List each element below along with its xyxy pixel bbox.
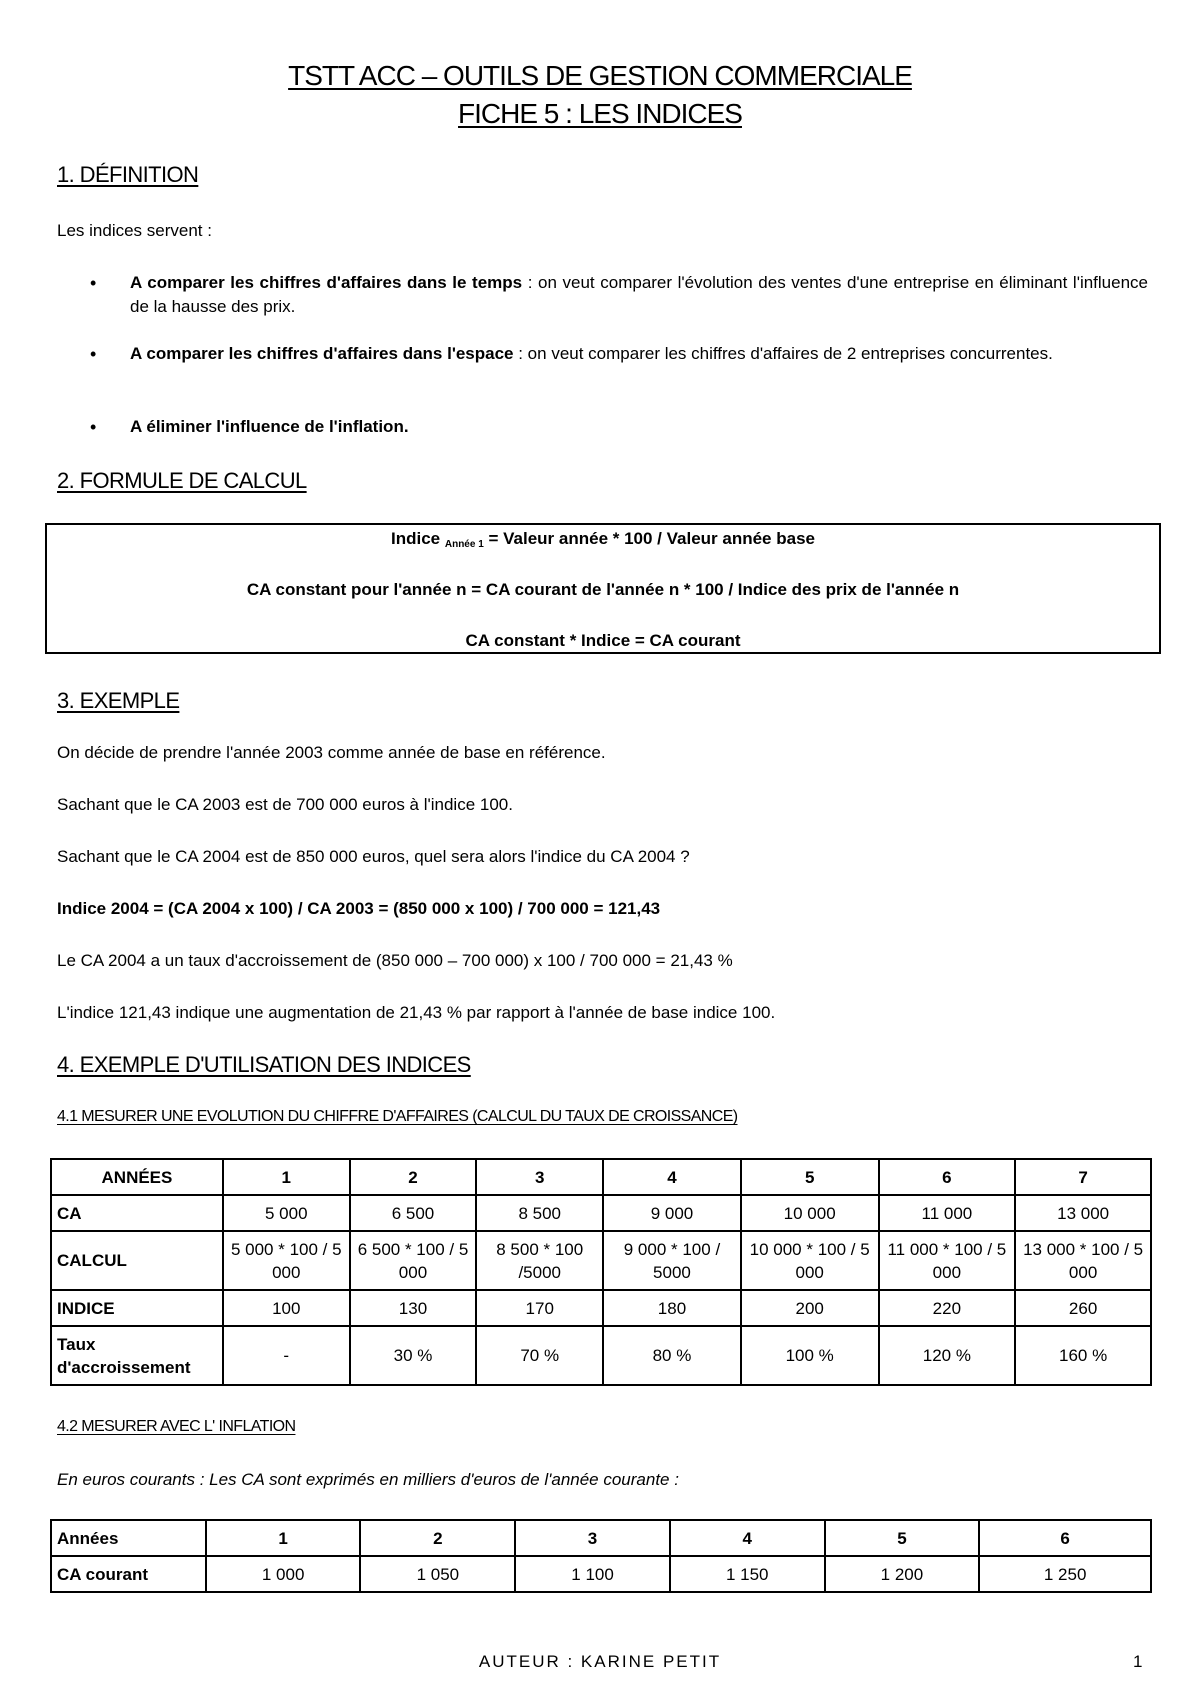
bullet-item-3-bold: A éliminer l'influence de l'inflation. [130,417,409,436]
example-line-6: L'indice 121,43 indique une augmentation de 21,43 % par rapport à l'année de base indice 100. [57,1003,776,1022]
table-cell: 5 000 [223,1195,350,1231]
table-row [51,1231,1151,1290]
example-line-3: Sachant que le CA 2004 est de 850 000 euros, quel sera alors l'indice du CA 2004 ? [57,847,690,866]
table-cell: 9 000 * 100 / 5000 [603,1231,741,1290]
formula-index-label: Indice [391,529,441,548]
bullet-dot: • [90,344,97,364]
table-header-cell: 3 [515,1520,670,1556]
inflation-note: En euros courants : Les CA sont exprimés en milliers d'euros de l'année courante : [57,1470,679,1489]
example-line-1: On décide de prendre l'année 2003 comme année de base en référence. [57,743,606,762]
table-cell: 11 000 [879,1195,1016,1231]
table-cell: 10 000 [741,1195,879,1231]
example-line-2: Sachant que le CA 2003 est de 700 000 euros à l'indice 100. [57,795,513,814]
table-header-cell: 3 [476,1159,603,1195]
table-cell: 6 500 [350,1195,477,1231]
table-cell: 200 [741,1290,879,1326]
table-cell: 5 000 * 100 / 5 000 [223,1231,350,1290]
bullet-dot: • [90,417,97,437]
formula-box [45,523,1161,654]
table-row [51,1290,1151,1326]
table-row [51,1195,1151,1231]
footer-author: AUTEUR : KARINE PETIT [478,1652,722,1671]
bullet-item-1-bold: A comparer les chiffres d'affaires dans le temps [130,273,523,292]
formula-ca-constant: CA constant pour l'année n = CA courant de l'année n * 100 / Indice des prix de l'année n [246,580,960,599]
table-cell: 1 050 [360,1556,515,1592]
table-cell: 170 [476,1290,603,1326]
formula-index [47,529,1159,550]
table-cell: 1 150 [670,1556,825,1592]
table-header-cell: 2 [350,1159,477,1195]
table-row-label: CA [51,1195,223,1231]
table-header-cell: 5 [825,1520,980,1556]
table-cell: 180 [603,1290,741,1326]
table-cell: 9 000 [603,1195,741,1231]
table-header-cell: 5 [741,1159,879,1195]
formula-index-expression: = Valeur année * 100 / Valeur année base [483,529,815,548]
example-line-5: Le CA 2004 a un taux d'accroissement de (850 000 – 700 000) x 100 / 700 000 = 21,43 % [57,951,733,970]
table-row [51,1326,1151,1385]
inflation-table [50,1519,1152,1593]
bullet-item-1 [130,271,1148,319]
document-title: TSTT ACC – OUTILS DE GESTION COMMERCIALE [288,60,912,91]
growth-table [50,1158,1152,1386]
section-4-heading: 4. EXEMPLE D'UTILISATION DES INDICES [57,1052,471,1077]
table-header-row [51,1159,1151,1195]
bullet-item-1-text: : on veut comparer l'évolution des ventes d'une entreprise en éliminant l'influence de la hausse des prix. [130,273,1148,316]
table-header-row [51,1520,1151,1556]
table-cell: 1 100 [515,1556,670,1592]
table-header-cell: 1 [223,1159,350,1195]
page-number: 1 [1133,1652,1143,1671]
table-cell: 8 500 [476,1195,603,1231]
table-cell: 13 000 * 100 / 5 000 [1015,1231,1151,1290]
table-header-cell: 6 [879,1159,1016,1195]
section-1-intro: Les indices servent : [57,221,212,240]
table-cell: 1 200 [825,1556,980,1592]
section-2-heading: 2. FORMULE DE CALCUL [57,468,307,493]
table-row-label: CA courant [51,1556,206,1592]
example-line-4: Indice 2004 = (CA 2004 x 100) / CA 2003 = (850 000 x 100) / 700 000 = 121,43 [57,899,661,918]
formula-index-subscript: Année 1 [444,539,484,550]
bullet-dot: • [90,273,97,293]
bullet-item-2-text: : on veut comparer les chiffres d'affaires de 2 entreprises concurrentes. [513,344,1053,363]
bullet-item-2 [130,342,1148,366]
table-cell: 100 [223,1290,350,1326]
document-subtitle: FICHE 5 : LES INDICES [458,98,742,129]
formula-ca-courant: CA constant * Indice = CA courant [465,631,741,650]
section-1-heading: 1. DÉFINITION [57,162,199,187]
table-cell: 130 [350,1290,477,1326]
table-row [51,1556,1151,1592]
table-header-cell: 2 [360,1520,515,1556]
table-row-label: INDICE [51,1290,223,1326]
table-cell: 120 % [879,1326,1016,1385]
table-cell: - [223,1326,350,1385]
table-cell: 1 250 [979,1556,1151,1592]
table-header-cell: Années [51,1520,206,1556]
table-cell: 260 [1015,1290,1151,1326]
table-cell: 13 000 [1015,1195,1151,1231]
table-header-cell: 4 [670,1520,825,1556]
table-row-label: CALCUL [51,1231,223,1290]
subsection-4-1-heading: 4.1 MESURER UNE EVOLUTION DU CHIFFRE D'AFFAIRES (CALCUL DU TAUX DE CROISSANCE) [57,1108,738,1125]
table-header-cell: 1 [206,1520,361,1556]
table-cell: 1 000 [206,1556,361,1592]
table-cell: 10 000 * 100 / 5 000 [741,1231,879,1290]
table-cell: 30 % [350,1326,477,1385]
subsection-4-2-heading: 4.2 MESURER AVEC L' INFLATION [57,1418,296,1435]
table-header-cell: 6 [979,1520,1151,1556]
table-cell: 6 500 * 100 / 5 000 [350,1231,477,1290]
bullet-item-2-bold: A comparer les chiffres d'affaires dans l'espace [130,344,514,363]
bullet-item-3 [130,415,1148,439]
table-cell: 70 % [476,1326,603,1385]
table-header-cell: 4 [603,1159,741,1195]
table-row-label: Taux d'accroissement [51,1326,223,1385]
table-header-cell: 7 [1015,1159,1151,1195]
table-cell: 80 % [603,1326,741,1385]
table-header-cell: ANNÉES [51,1159,223,1195]
section-3-heading: 3. EXEMPLE [57,688,180,713]
table-cell: 220 [879,1290,1016,1326]
table-cell: 8 500 * 100 /5000 [476,1231,603,1290]
table-cell: 11 000 * 100 / 5 000 [879,1231,1016,1290]
table-cell: 160 % [1015,1326,1151,1385]
table-cell: 100 % [741,1326,879,1385]
